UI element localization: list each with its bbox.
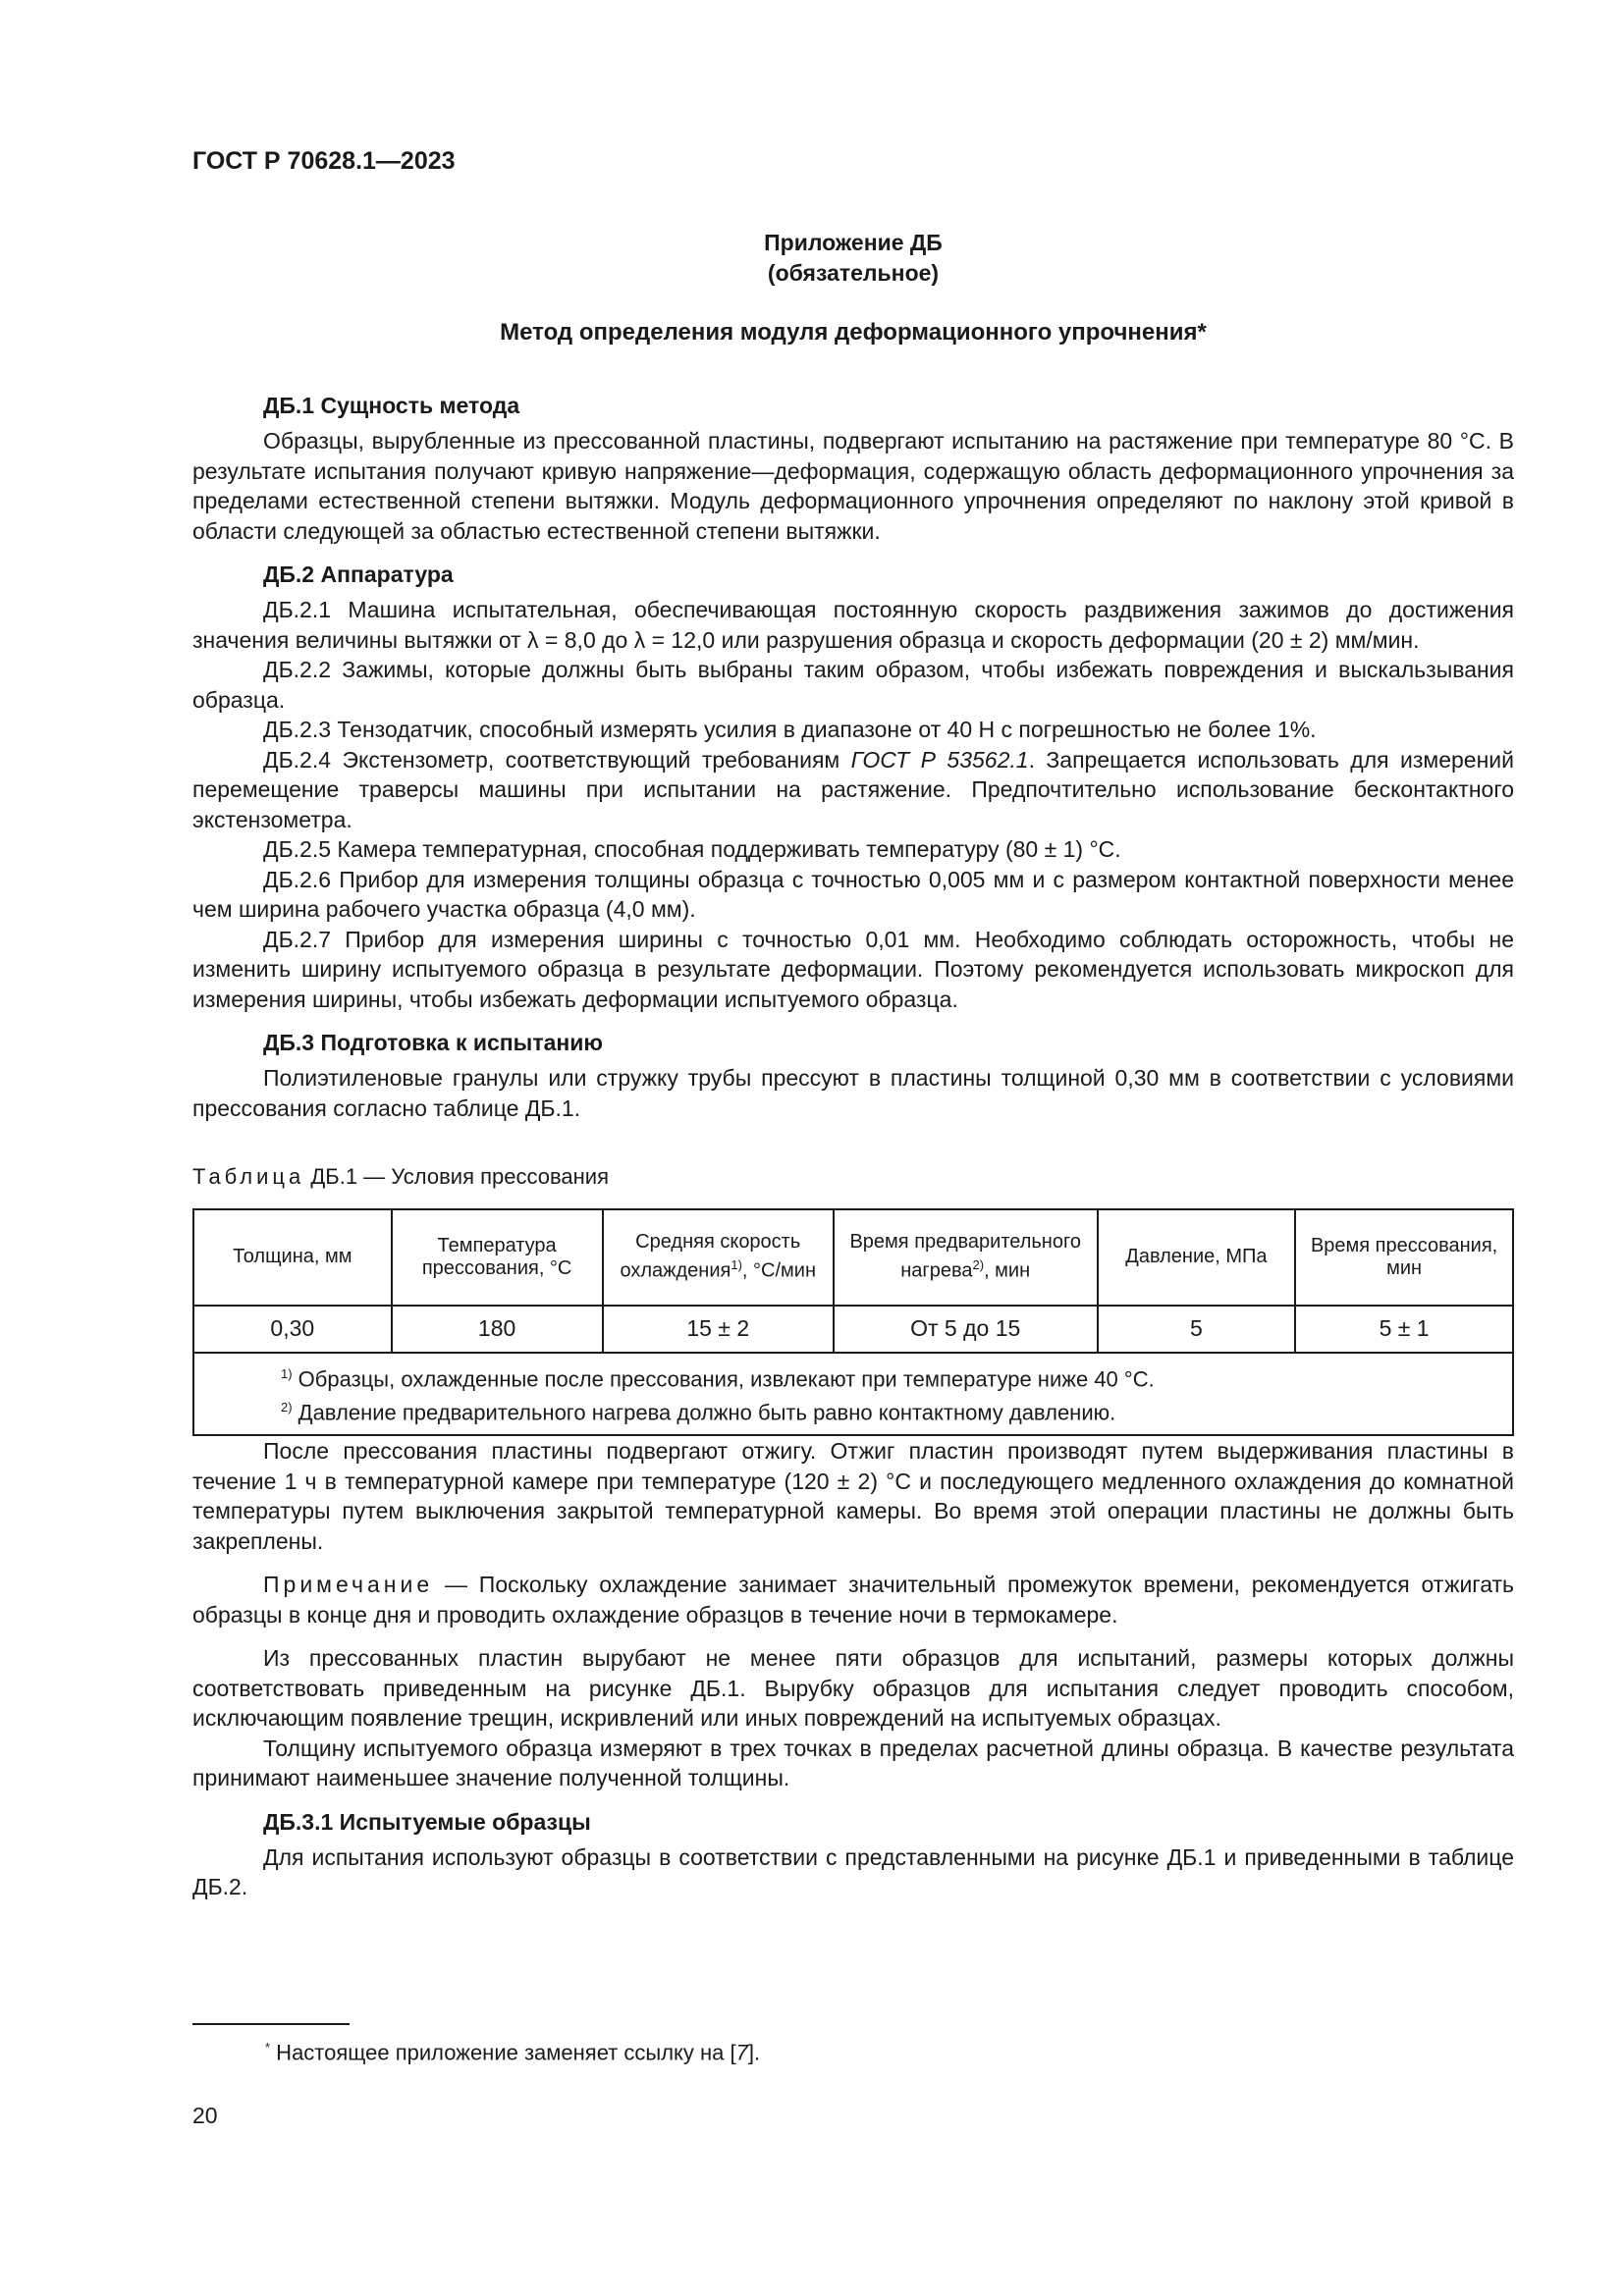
annex-status: (обязательное) bbox=[767, 260, 940, 286]
page-number: 20 bbox=[192, 2103, 218, 2128]
section-heading-db31: ДБ.3.1 Испытуемые образцы bbox=[263, 1808, 591, 1835]
cell-temperature: 180 bbox=[392, 1306, 603, 1353]
paragraph-db2-7: ДБ.2.7 Прибор для измерения ширины с точностью 0,01 мм. Необходимо соблюдать осторожность, чтобы не изменить ширину испытуемого образца в результате деформации. Поэтому рекомендуется использовать микроскоп для измерения ширины, чтобы избежать деформации испытуемого образца. bbox=[192, 926, 1514, 1012]
table-notes-row bbox=[193, 1353, 1513, 1436]
standard-reference: ГОСТ Р 53562.1 bbox=[850, 746, 1029, 773]
paragraph-db2-4 bbox=[192, 745, 1514, 835]
table-caption-text: ДБ.1 — Условия прессования bbox=[304, 1164, 610, 1189]
table-caption bbox=[192, 1162, 1514, 1193]
paragraph-db2-4-end: . Запрещается использовать для измерений перемещение траверсы машины при испытании на растяжение. Предпочтительно использование бесконтактного экстензометра. bbox=[192, 746, 1514, 832]
annex-title-block bbox=[192, 228, 1514, 289]
table-note-1: $^{1)}$ Образцы, охлажденные после прессования, извлекают при температуре ниже 40 °С. bbox=[281, 1365, 1155, 1391]
method-title: Метод определения модуля деформационного упрочнения* bbox=[500, 319, 1207, 346]
section-heading-db3: ДБ.3 Подготовка к испытанию bbox=[263, 1030, 604, 1055]
section-heading-db1: ДБ.1 Сущность метода bbox=[263, 393, 520, 418]
pressing-conditions-table bbox=[192, 1208, 1514, 1437]
note-label: Примечание bbox=[263, 1572, 434, 1598]
cell-thickness: 0,30 bbox=[193, 1306, 392, 1353]
paragraph-db3-4: Толщину испытуемого образца измеряют в трех точках в пределах расчетной длины образца. В качестве результата принимают наименьшее значение полученной толщины. bbox=[192, 1735, 1514, 1791]
paragraph-db3-1: Полиэтиленовые гранулы или стружку трубы прессуют в пластины толщиной 0,30 мм в соответствии с условиями прессования согласно таблице ДБ.1. bbox=[192, 1065, 1514, 1121]
cell-pressing-time: 5 ± 1 bbox=[1295, 1306, 1513, 1353]
paragraph-db1: Образцы, вырубленные из прессованной пластины, подвергают испытанию на растяжение при температуре 80 °С. В результате испытания получают кривую напряжение—деформация, содержащую область деформационного упрочнения за пределами естественной степени вытяжки. Модуль деформационного упрочнения определяют по наклону этой кривой в области следующей за областью естественной степени вытяжки. bbox=[192, 428, 1514, 544]
cell-cooling-rate: 15 ± 2 bbox=[603, 1306, 834, 1353]
paragraph-db3-2: После прессования пластины подвергают отжигу. Отжиг пластин производят путем выдерживания пластины в течение 1 ч в температурной камере при температуре (120 ± 2) °С и последующего медленного охлаждения до комнатной температуры путем выключения закрытой температурной камеры. Во время этой операции пластины не должны быть закреплены. bbox=[192, 1438, 1514, 1554]
paragraph-db3-3: Из прессованных пластин вырубают не менее пяти образцов для испытаний, размеры которых должны соответствовать приведенным на рисунке ДБ.1. Вырубку образцов для испытания следует проводить способом, исключающим появление трещин, искривлений или иных повреждений на испытуемых образцах. bbox=[192, 1645, 1514, 1732]
header-thickness: Толщина, мм bbox=[193, 1209, 392, 1306]
note-text: — Поскольку охлаждение занимает значительный промежуток времени, рекомендуется отжигать образцы в конце дня и проводить охлаждение образцов в течение ночи в термокамере. bbox=[192, 1572, 1514, 1628]
document-body bbox=[192, 391, 1514, 1902]
paragraph-db2-3: ДБ.2.3 Тензодатчик, способный измерять усилия в диапазоне от 40 Н с погрешностью не более 1%. bbox=[263, 717, 1317, 742]
footnote-divider bbox=[192, 2023, 350, 2025]
table-header-row bbox=[193, 1209, 1513, 1306]
section-heading-db2: ДБ.2 Аппаратура bbox=[263, 561, 454, 587]
header-pressure: Давление, МПа bbox=[1098, 1209, 1296, 1306]
table-row bbox=[193, 1306, 1513, 1353]
paragraph-db2-6: ДБ.2.6 Прибор для измерения толщины образца с точностью 0,005 мм и с размером контактной поверхности менее чем ширина рабочего участка образца (4,0 мм). bbox=[192, 866, 1514, 922]
header-temperature: Температура прессования, °С bbox=[392, 1209, 603, 1306]
note-paragraph bbox=[192, 1570, 1514, 1629]
table-caption-label: Таблица bbox=[192, 1164, 305, 1189]
header-cooling-rate: Средняя скорость охлаждения$^{1)}$, °С/мин bbox=[603, 1209, 834, 1306]
paragraph-db2-2: ДБ.2.2 Зажимы, которые должны быть выбраны таким образом, чтобы избежать повреждения и выскальзывания образца. bbox=[192, 657, 1514, 713]
document-code: ГОСТ Р 70628.1—2023 bbox=[192, 147, 456, 175]
footnote: * Настоящее приложение заменяет ссылку на [7]. bbox=[265, 2040, 761, 2065]
paragraph-db2-1: ДБ.2.1 Машина испытательная, обеспечивающая постоянную скорость раздвижения зажимов до достижения значения величины вытяжки от λ = 8,0 до λ = 12,0 или разрушения образца и скорость деформации (20 ± 2) мм/мин. bbox=[192, 597, 1514, 653]
header-preheat-time: Время предварительного нагрева$^{2)}$, мин bbox=[834, 1209, 1098, 1306]
header-pressing-time: Время прессования, мин bbox=[1295, 1209, 1513, 1306]
annex-title: Приложение ДБ bbox=[764, 230, 943, 255]
cell-pressure: 5 bbox=[1098, 1306, 1296, 1353]
table-notes bbox=[193, 1353, 1513, 1436]
cell-preheat-time: От 5 до 15 bbox=[834, 1306, 1098, 1353]
paragraph-db31: Для испытания используют образцы в соответствии с представленными на рисунке ДБ.1 и приведенными в таблице ДБ.2. bbox=[192, 1843, 1514, 1900]
table-note-2: $^{2)}$ Давление предварительного нагрева должно быть равно контактному давлению. bbox=[281, 1399, 1116, 1425]
paragraph-db2-5: ДБ.2.5 Камера температурная, способная поддерживать температуру (80 ± 1) °С. bbox=[263, 836, 1121, 862]
footnote-reference: 7 bbox=[735, 2040, 748, 2065]
paragraph-db2-4-start: ДБ.2.4 Экстензометр, соответствующий требованиям bbox=[263, 746, 851, 773]
footnote-mark: * bbox=[265, 2040, 271, 2055]
